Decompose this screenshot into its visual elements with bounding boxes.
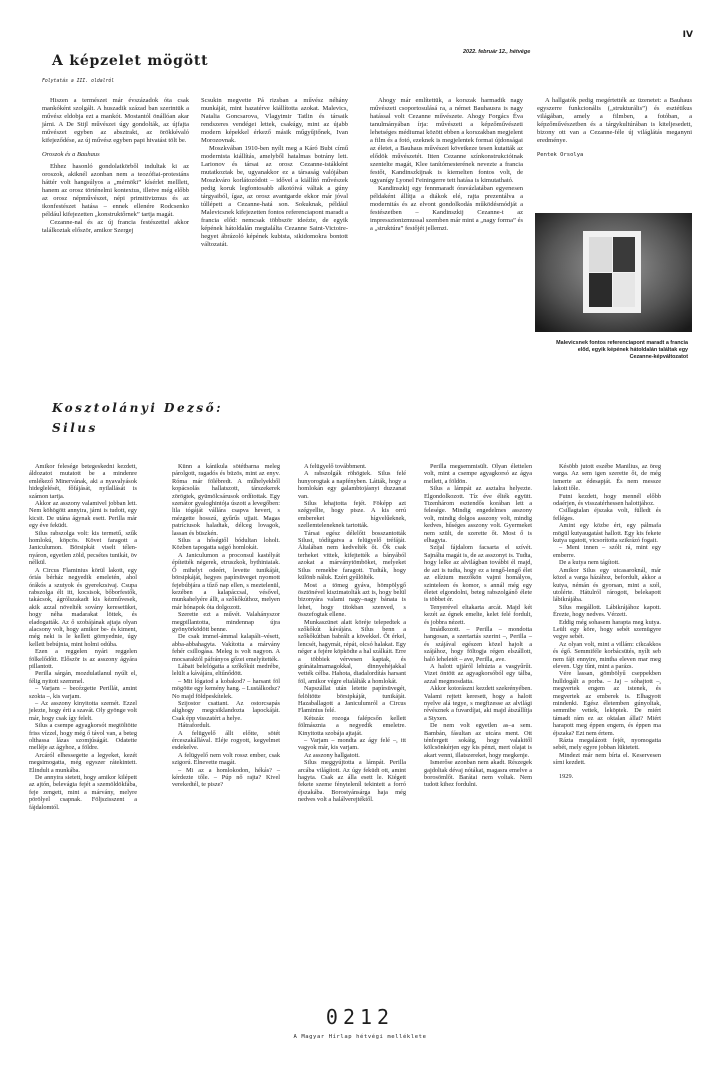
story-title: Silus	[52, 421, 98, 435]
story-paragraph: Silus meggyújtotta a lámpát. Perilla arcába világított. Az úgy feküdt ott, amint hagyta. Csak az álla esett le. Kiégett fekete szeme fényteleníl tekintett a forró éjszakába. Borostyánsárga haja még nedves volt a halálverejtéktől.	[298, 759, 406, 804]
story-paragraph: Mindezt már nem bírta el. Keservesen sírni kezdett.	[553, 751, 661, 767]
article-paragraph: Cezanne-nal és az új francia festészettel akkor találkoztak először, amikor Szergej	[42, 219, 189, 234]
story-paragraph: Rázta megalázott fejét, nyomogatta sebét, mely egyre jobban lüktetett.	[553, 737, 661, 752]
story-paragraph: Munkaszünet alatt köréje telepedtek a szőkőkút kávájára. Silus benn a szőkőkútban babrált a kövekkel. Őt érkel, lencsét, hagymát, répát, olcsó halakat. Egy néger a fejére köpködte a hal szálkáit. Erre a többiek vérvesen kaptak, és gránátalmamagokkal, dinnyehéjakkal vették célba. Hahota, diadalordítás harsant föl, amikor végre eltalálták a homlokát.	[298, 618, 406, 685]
story-column-3	[298, 463, 406, 804]
article-column-2	[201, 97, 348, 249]
story-paragraph: Csillagtalan éjszaka volt, fülledt és felléges.	[553, 507, 661, 522]
story-paragraph: A felügyelő továbbment.	[304, 463, 367, 470]
painting-caption: Malevicsnek fontos referenciapont maradt a francia előd, egyik képének hátoldalán találtak egy Cezanne-képváltozatot	[556, 340, 688, 361]
article-paragraph: Ahogy már említettük, a korszak harmadik nagy művészeti csoportosulásá ra, a német Bauhausra is nagy hatással volt Cezanne művészete. Ahogy Forgács Éva tanulmányában írja: művészeti a képzőművészeti lehetséges médiumai között ebben a korszakban megjelent a film és a fotó, ezeknek is megjelentek formai újdonságai az életet, a Bauhaus művészei következe tesen kutatták az elődök művészetét. Itten Cezanne színkonstrukcióinak szentelte magát, Klee tanítómesterének nevezte a francia festőt, Kandinszkijnak is kiemelten fontos volt, de ugyanígy Lyonel Feiningerre tett hatása is kimutatható.	[370, 97, 523, 184]
story-paragraph: Vére lassan, gömbölyű cseppekben hulldogált a porba. – Jaj – sóhajtott –, megvertek engem az istenek, és megvertek az emberek is. Elhagyott mindenki. Egész életemben gúnyoltak, semmibe vettek, leköptek. De miért támadt rám ez az oktalan állat? Miért harapott meg éppen engem, és éppen ma éjszaka? Ezt nem értem.	[553, 670, 661, 737]
story-paragraph: De nem volt egyetlen as–a sem. Bambán, fásultan az utcára ment. Ott ténfergett sokáig, hogy valakitől kölcsönkérjen egy kis pénzt, mert olajat is akart venni, illatszereket, hogy megkenje.	[424, 722, 532, 759]
story-paragraph: Silus a hőségtől bódultan loholt. Közben tapogatta sajgó homlokát.	[172, 537, 280, 552]
footer-tagline: A Magyar Hírlap hétvégi melléklete	[293, 1034, 427, 1040]
story-paragraph: A felügyelő nem volt rossz ember, csak szigorú. Elnevette magát.	[172, 751, 280, 767]
story-column-5	[553, 463, 661, 780]
story-column-2	[172, 463, 280, 789]
story-author: Kosztolányi Dezső:	[52, 401, 224, 415]
story-paragraph: Silus rabszolga volt: kis termetű, szűk homlokú, köpcös. Követ faragott a Janiculumon. Börsipkát viselt télen-nyáron, egyetlen zöld, pecsétes tunikát, öv nélkül.	[29, 529, 137, 567]
story-paragraph: Amint egy közbe ért, egy pálmafa mögül kutyaugatást hallott. Egy kis fekete kutya ugatott, vicsorította szikrázó fogait.	[553, 522, 661, 545]
story-paragraph: Szerette ezt a művét. Valahányszor megpillantotta, mindennap újra gyönyörködött benne.	[172, 611, 280, 633]
story-paragraph: Napszállat után letette papírsüvegét, felöltötte börsipkáját, tunikáját. Hazaballagott a Janiculumról a Circus Flaminius felé.	[298, 685, 406, 715]
story-paragraph: Tenyerével eltakarta arcát. Majd két kezét az égnek emelte, kelet felé fordult, és jobbra nézett.	[424, 603, 532, 626]
continued-from-note: Folytatás a III. oldalról	[42, 79, 115, 84]
article-subheading: Oroszok és a Bauhaus	[42, 151, 100, 158]
article-column-3	[370, 97, 523, 233]
story-paragraph: – Varjam – becézgette Perillát, amint szokta –, kis varjam.	[29, 685, 137, 700]
story-paragraph: Kétszáz rozoga falépcsőn kellett fölmásznia a negyedik emeletre. Kinyitotta szobája ajtaját.	[298, 714, 406, 737]
painting-image	[535, 213, 692, 332]
article-paragraph: Ehhez hasonló gondolatkörből indultak ki az oroszok, akiknél azonban nem a teozófiai-protestáns háttér volt hangsúlyos a „mérnöki” kísérlet melllett, hanem az orosz történelmi kontextus, illetve még előbb az orosz népművészet, népi primitivizmus és az ikonfestészet hatása – ennek ellenére Rodcsenko például kifejezetten „konstruktőrnek” tartja magát.	[42, 163, 189, 218]
page-number: IV	[682, 30, 693, 40]
story-paragraph: Társai egész délelőtt bosszantották Silust, tódítgatva a felügyelő tréfáját. Általában nem kedvelték őt. Ők csak terheket vittek, kifejtették a bányából azokat a márványtömböket, melyeket Silus remekbe faragott. Tudták, hogy különb náluk. Ezért gyűlölték.	[298, 529, 406, 582]
story-paragraph: De csak immel-ámmal kalapált–vésett, abba-abbahagyta. Vakította a márvány fehér csillogása. Meleg is volt nagyon. A mocsaraktól páfrányos gőzei emelyítették.	[172, 633, 280, 663]
article-column-1	[42, 97, 189, 235]
story-paragraph: Silus lehajtotta fejét. Föképp azt szégyellte, hogy pisze. A kis orrú embereket hígvelűeknek, szellemteleneknek tartották.	[298, 500, 406, 530]
story-paragraph: Futni kezdett, hogy mennél előbb odaérjen, és visszatérhessen halottjához.	[553, 492, 661, 508]
story-year: 1929.	[559, 772, 574, 780]
story-paragraph: Most a tömeg gyáva, hömpölygő ösztönével kiszimatolták azt is, hogy belül bizonyára valami nagy–nagy bánata is lehet, hogy titokban szenved, s összefogtak ellene.	[298, 581, 406, 619]
story-paragraph: – Az asszony kinyitotta szemét. Ezzel jelezte, hogy érti a szavát. Oly gyönge volt már, hogy csak így felelt.	[29, 700, 137, 722]
article-column-4	[537, 97, 692, 159]
article-title: A képzelet mögött	[52, 53, 209, 69]
story-column-4	[424, 463, 532, 789]
story-paragraph: A Circus Flaminius körül lakott, egy óriás bérház negyedik emeletén, ahol órákós a szutyok és gyerekzsivaj. Csupa rabszolga élt itt, kocsisok, bőborfestők, takácsok, ágrólszakadt kis kézművesek, akik azzal növelték sovány keresetüket, hogy néha madarakat löttek, és eladogatták. Az ő szobájának ajtaja olyan alacsony volt, hogy amikor be- és kiment, még neki is le kellett görnyednie, úgy kellett bebújnia, mint holmi odúba.	[29, 566, 137, 648]
article-paragraph: Hiszen a természet már évszázadok óta csak mankóként szolgált. A huszadik század ban szerintük a művész eldobja ezt a mankót. Mostantól önállóan akar járni. A De Stijl művészei úgy gondolták, az újfajta művészet egyben az absztrakt, az örökkévaló kifejeződése, az új művész egyben papi hivatást tölt be.	[42, 97, 189, 144]
story-paragraph: – Meni innen – szólt rá, mint egy emberre.	[553, 544, 661, 559]
story-paragraph: Ismerőse azonban nem akadt. Részegek gajdoltak dévaj nótákat, magasra emelve a borosömlőt. Barátai nem voltak. Nem tudott kihez fordulni.	[424, 759, 532, 789]
story-paragraph: Silus a lámpát az asztalra helyezte. Elgondolkozott. Tíz éve élték együtt. Tizenhárom esztendős korában lett a felesége. Mindig engedelmes asszony volt, mindig dolgos asszony volt, mindig kedves, hűséges asszony volt. Gyermeket nem szült, de szerette őt. Most ő is elhagyta.	[424, 485, 532, 545]
story-paragraph: Amikor Silus egy utcasaroknál, már közel a varga házához, befordult, akkor a kutya, némán és gyorsan, mint a szél, utolérte. Hátulról rárogott, belekapott lábikrájába.	[553, 566, 661, 604]
story-paragraph: – Mi az a homlokodon, hékás? – kérdezte tőle. – Púp nő rajta? Kivel verekedtél, te pisze?	[172, 766, 280, 789]
story-paragraph: Silus megállott. Lábikrájához kapott. Érezte, hogy nedves. Vérzett.	[553, 603, 661, 619]
story-paragraph: Lábait belelógatta a szőkőkút medrébe, lelült a kávájára, eltűnődött.	[172, 662, 280, 678]
story-paragraph: Silus a csempe agyagkorsót megtöltötte friss vízzel, hogy még ő távol van, a beteg olthassa lázas szomjúságát. Odatette melléje az ágyhoz, a földre.	[29, 722, 137, 752]
issue-date: 2022. február 12., hétvége	[463, 49, 531, 55]
story-paragraph: Imádkozott. – Perilla – mondotta hangosan, a szertartás szerint –, Perilla – és szájával egészen közel hajolt a szájához, hogy föltogja régen elszállott, haló leheletét – ave, Perilla, ave.	[424, 625, 532, 663]
story-heading	[52, 398, 223, 438]
article-paragraph: Moszkvában 1910-ben nyílt meg a Káró Bubi című modernista kiállítás, amelyből hatalmas botrány lett. Larionov és társai az orosz Cezanne-istákként mutatkoztak be, ugyanakkor ez a társaság valójában Moszkváro korlátozódott – idővel a kiállító művészek pedig koruk legfontosabb alkotóivá váltak a gúny tárgyaiból, ígaz, az orosz avantgarde ekkor már jóval túllépett a Cezanne-hatá son. Sokuknak, például Malevicsnek kifejezetten fontos referenciapont maradt a francia előd: nemcsak többször ideézte, de egyik képének hátoldalán megtalálta Cezanne Saint-Victoire-hegyet ábrázoló képének kubista, sikidomokra bontott változatát.	[201, 145, 348, 248]
story-paragraph: Hátrafordult.	[178, 722, 211, 730]
story-paragraph: A Janiculumon a proconsul kastélyát építették négerek, etruszkok, bythiniaiak. Ő mihelyt odeért, levette tunikáját, börsipkáját, hegyes papírsüveget nyomott fejebúbjára a tűző nap ellen, s meztelenül, kezében a kalapáccsal, vésővel, munkahelyére állt, a szőkőkúthoz, melyen már hónapok óta dolgozott.	[172, 551, 280, 611]
story-paragraph: – Mit lógatod a kobakod? – harsant föl mögötte egy kemény hang. – Lustálkodsz? No majd földpeskítelek.	[172, 677, 280, 700]
story-paragraph: Akkor kotorászni kezdett szekrényében. Valami rejtett keresett, hogy a halott nyelve alá tegye, s megfizesse az alvilági révésznek a fuvardíjat, aki majd átszállítja a Styxen.	[424, 685, 532, 722]
story-paragraph: Perilla sárgán, mozdulatlanul nyúlt el, félig nyitott szemmel.	[29, 670, 137, 685]
story-paragraph: Szijostor csattant. Az ostorcsapás alighogy megcsiklandozta lapockáját. Csak épp visszatért a helye.	[172, 700, 280, 722]
article-author: Pentek Orsolya	[537, 152, 584, 158]
story-paragraph: Ezen a reggelen nyári reggelen fölkelődőtt. Először is az asszony ágyára pillantott.	[29, 648, 137, 670]
article-paragraph: A hallgatók pedig megértették az üzenetet: a Bauhaus egyszerre funkcionális („strukturális”) és esztétikus világában, amely a filmben, a fotóban, a képzőművészetben és a tárgykultúrában is kiteljesedett, bizony ott van a Cezanne-féle új világlátás meganyni eredménye.	[537, 97, 692, 144]
story-paragraph: Künn a kánikula sötétbarna meleg párolgott, ragadós és büzös, mint az enyv. Róma már fölébredt. A műhelyekből kopácsolás hallatszott, társzekerek zörögtek, gyümölcsárusok ordítottak. Egy szenátor gyaloghintója úszott a levegőben: lila tógáját vállára csapva hevert, s mézgette hosszú, gyűrűs ujjait. Magas patríciusok haladtak, délceg lovagok, lassan és büszkén.	[172, 463, 280, 537]
article-paragraph: Kandinszkij egy fennmaradt óravázlatában egyenesen példaként állítja a diákok elé, rajta prezentálva a modernitás és az elvont gondolkodás működésmódját a festészetben – Kandinszkij Cezanne-t az impresszionizmussal szemben már mint a „nagy forma” és a „struktúra” festőjét jellemzi.	[370, 185, 523, 232]
story-paragraph: Amikor felesége betegeskedni kezdett, áldozatot mutatott be a mindenre emlékező Minervának, aki a nyavalyások hideglelését, főfájását, nyilallását is számon tartja.	[29, 463, 137, 500]
story-paragraph: Perilla megsemmisült. Olyan élettelen volt, mint a csempe agyagkorsó az ágya mellett, a földön.	[424, 463, 532, 485]
story-paragraph: Szíjal fájdalom facsarta el szívét. Sajnálta magát is, de az asszonyt is. Tudta, hogy lelke az alvilágban további él majd, de azt is tudta, hogy ez a tengő-lengő élet az elízium mezőkön vajmi homályos, szinteleen és komor, s annál még egy életet elgondolni, beteg rabszolgánő élete is többet ér.	[424, 544, 532, 604]
story-paragraph: De a kutya nem tágított.	[559, 559, 620, 567]
story-column-1	[29, 463, 137, 811]
story-paragraph: – Varjam – mondta az ágy felé –, itt vagyok már, kis varjam.	[298, 737, 406, 752]
footer-issue-number: 0212	[325, 1005, 395, 1029]
story-paragraph: Az olyan volt, mint a villám: cikcakkos és égő. Semmiféle korbácsütés, nyílt seb nem fájt ennyire, mintha eleven mar meg eleven. Ugy tűnt, mint a parázs.	[553, 640, 661, 670]
story-paragraph: De annyira sietett, hogy amikor kilépett az ajtón, belevágta fejét a szemöldökfába, feje zengett, mint a márvány, melyre pörölyel csapnak. Följszisszent a fájdalomtól.	[29, 774, 137, 811]
story-paragraph: A rabszolgák röhögtek. Silus felé hunyorogtak a napfényben. Látták, hogy a homlokán egy galambtojásnyi duzzanat van.	[298, 470, 406, 500]
story-paragraph: Késöbb jutott eszébe Manilius, az öreg varga. Az sem igen szerette őt, de még ismerte az édesapját. És nem messze lakott tőle.	[553, 463, 661, 493]
story-paragraph: Akkor az asszony valamivel jobban lett. Nem köhögött annyira, járni is tudott, egy kicsit. De utána ágynak esett. Perilla már egy éve feküdt.	[29, 500, 137, 530]
story-paragraph: A felügyelő állt előtte, sötét érceszakállával. Eléje rogyott, kegyelmet esdekelve.	[172, 729, 280, 752]
story-paragraph: Az asszony hallgatott.	[304, 751, 360, 759]
article-paragraph: Scsukin megvette Pá rizsban a művész néhány munkáját, mint hazatérve kiállította azokat. Malevics, Natalia Goncsarova, Vlagyimir Tatlin és társaik rendszeres vendégei lettek, csakúgy, mint az újabb modern képekkel érkező másik műgyűjtőnek, Ivan Morozovnak.	[201, 97, 348, 144]
story-paragraph: Eddig még sohasem harapta meg kutya. Leült egy köre, hogy sebét szemügyre vegye sebét.	[553, 618, 661, 641]
story-paragraph: A halott ujjáról lehúzta a vasgyűrűt. Vizet öntött az agyagkorsóból egy tálba, azzal megmosdatta.	[424, 662, 532, 685]
story-paragraph: Arcáról elhessegette a legyeket, kezét megsimogatta, még egyszer rátekintett. Elindult a munkába.	[29, 751, 137, 774]
